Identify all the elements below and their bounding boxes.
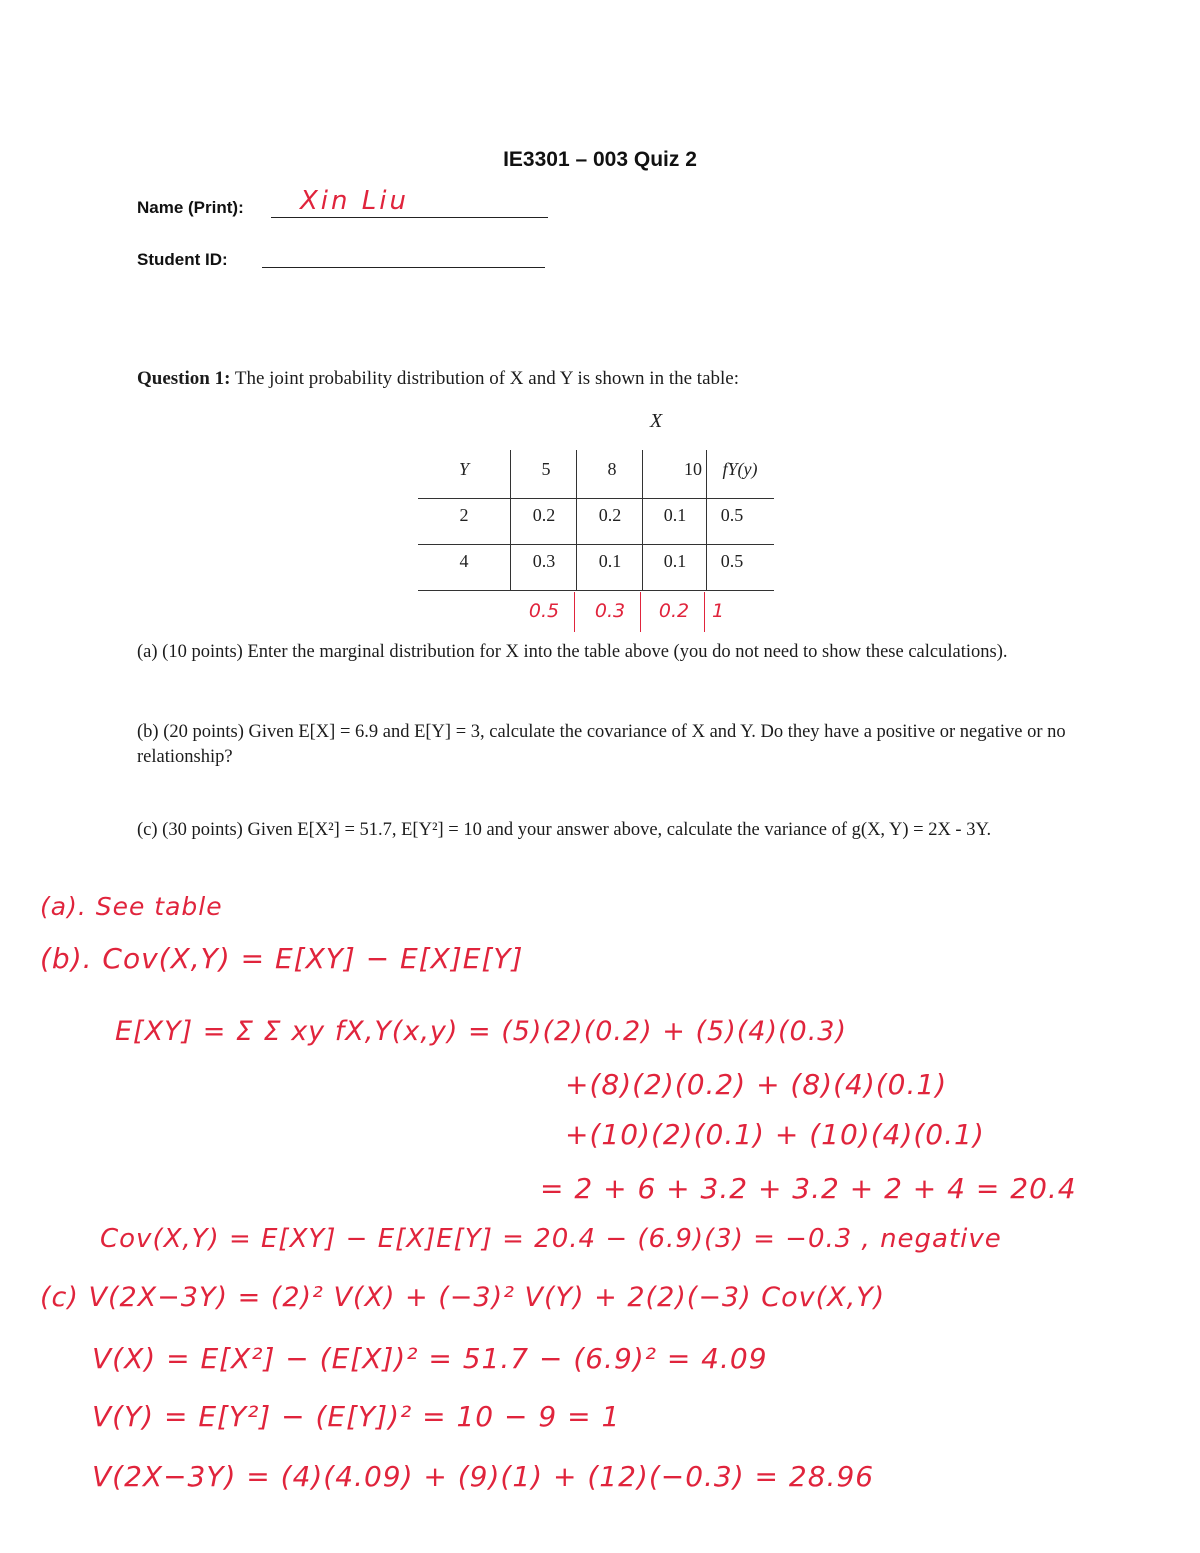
marginal-x-cell: 0.5	[528, 600, 560, 622]
table-fy-cell: 0.5	[720, 505, 744, 525]
part-b-text: (b) (20 points) Given E[X] = 6.9 and E[Y] = 3, calculate the covariance of X and Y. Do they have a positive or negative or no relationship?	[137, 722, 1066, 767]
table-rule	[510, 450, 511, 590]
question1-label: Question 1:	[137, 368, 231, 389]
answer-b-exy-line2: +(8)(2)(0.2) + (8)(4)(0.1)	[565, 1068, 948, 1101]
table-rule	[642, 450, 643, 590]
table-cell: 0.2	[598, 505, 622, 525]
table-cell: 0.1	[598, 551, 622, 571]
table-rule	[418, 590, 774, 591]
table-rule	[706, 450, 707, 590]
marginal-divider	[640, 592, 641, 632]
answer-b-exy-line3: +(10)(2)(0.1) + (10)(4)(0.1)	[565, 1118, 985, 1151]
answer-b-exy-sum: = 2 + 6 + 3.2 + 3.2 + 2 + 4 = 20.4	[540, 1172, 1077, 1205]
name-underline	[271, 217, 548, 218]
answer-b-cov-formula: (b). Cov(X,Y) = E[XY] − E[X]E[Y]	[40, 942, 524, 975]
answer-c-result: V(2X−3Y) = (4)(4.09) + (9)(1) + (12)(−0.3) = 28.96	[92, 1460, 875, 1493]
table-x-value: 8	[607, 459, 617, 479]
part-c-text: (c) (30 points) Given E[X²] = 51.7, E[Y²] = 10 and your answer above, calculate the variance of g(X, Y) = 2X - 3Y.	[137, 820, 992, 840]
table-cell: 0.1	[663, 551, 687, 571]
marginal-divider	[574, 592, 575, 632]
student-id-label: Student ID:	[137, 250, 228, 269]
table-y-header: Y	[458, 459, 469, 479]
table-row-y: 4	[459, 551, 469, 571]
table-row-y: 2	[459, 505, 469, 525]
answer-a: (a). See table	[40, 892, 223, 921]
table-cell: 0.2	[532, 505, 556, 525]
answer-c-vy: V(Y) = E[Y²] − (E[Y])² = 10 − 9 = 1	[92, 1400, 621, 1433]
table-x-title: X	[650, 410, 663, 432]
table-cell: 0.1	[663, 505, 687, 525]
table-fy-header: fY(y)	[722, 459, 758, 479]
table-x-value: 5	[541, 459, 551, 479]
quiz-title: IE3301 – 003 Quiz 2	[503, 148, 697, 171]
name-label: Name (Print):	[137, 198, 244, 217]
question1-prompt: The joint probability distribution of X and Y is shown in the table:	[234, 368, 739, 389]
table-rule	[576, 450, 577, 590]
answer-b-cov-result: Cov(X,Y) = E[XY] − E[X]E[Y] = 20.4 − (6.9)(3) = −0.3 , negative	[100, 1224, 1002, 1254]
part-a-text: (a) (10 points) Enter the marginal distribution for X into the table above (you do not need to show these calculations).	[137, 642, 1008, 662]
table-rule	[418, 544, 774, 545]
marginal-x-cell: 0.3	[594, 600, 626, 622]
name-handwritten: Xin Liu	[300, 186, 409, 216]
question1-heading	[137, 368, 739, 390]
table-cell: 0.3	[532, 551, 556, 571]
table-fy-cell: 0.5	[720, 551, 744, 571]
answer-c-variance-formula: (c) V(2X−3Y) = (2)² V(X) + (−3)² V(Y) + 2(2)(−3) Cov(X,Y)	[40, 1282, 886, 1313]
answer-b-exy-line1: E[XY] = Σ Σ xy fX,Y(x,y) = (5)(2)(0.2) + (5)(4)(0.3)	[115, 1016, 847, 1047]
marginal-x-cell: 0.2	[658, 600, 690, 622]
student-id-underline[interactable]	[262, 267, 545, 268]
table-rule	[418, 498, 774, 499]
table-x-value: 10	[684, 459, 702, 479]
marginal-total-cell: 1	[712, 600, 725, 622]
answer-c-vx: V(X) = E[X²] − (E[X])² = 51.7 − (6.9)² = 4.09	[92, 1342, 768, 1375]
marginal-divider	[704, 592, 705, 632]
